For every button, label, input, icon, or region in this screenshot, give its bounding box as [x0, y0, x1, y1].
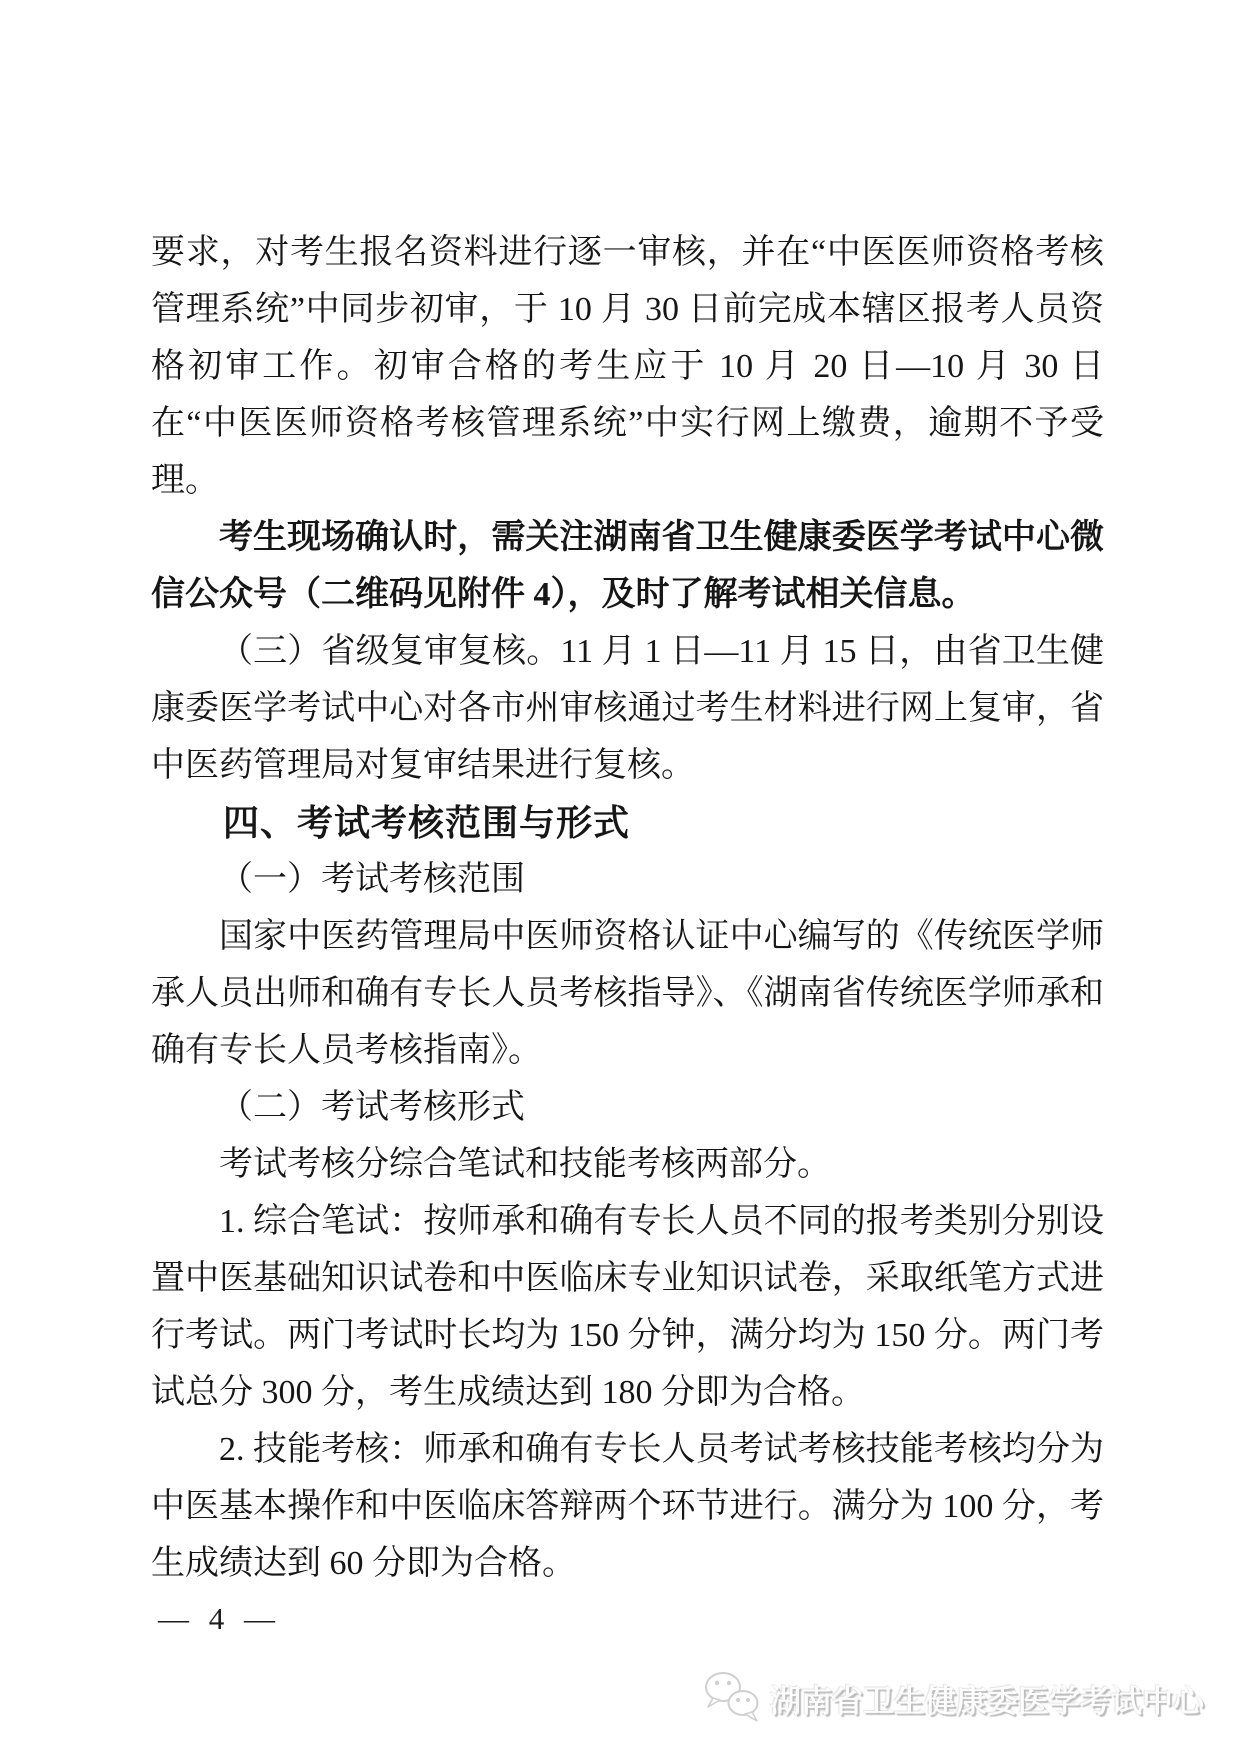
paragraph-written-exam-detail: 1. 综合笔试：按师承和确有专长人员不同的报考类别分别设置中医基础知识试卷和中医临床专业知识试卷，采取纸笔方式进行考试。两门考试时长均为 150 分钟，满分均为 150 分。两门考试总分 300 分，考生成绩达到 180 分即为合格。: [151, 1203, 1104, 1411]
paragraph-exam-format-intro: 考试考核分综合笔试和技能考核两部分。: [219, 1146, 831, 1183]
paragraph-continuation: 要求，对考生报名资料进行逐一审核，并在“中医医师资格考核管理系统”中同步初审，于 10 月 30 日前完成本辖区报考人员资格初审工作。初审合格的考生应于 10 月 20 日—10 月 30 日在“中医医师资格考核管理系统”中实行网上缴费，逾期不予受理。: [151, 234, 1104, 499]
paragraph-exam-scope-detail: 国家中医药管理局中医师资格认证中心编写的《传统医学师承人员出师和确有专长人员考核指导》、《湖南省传统医学师承和确有专长人员考核指南》。: [151, 918, 1104, 1069]
paragraph-provincial-review: （三）省级复审复核。11 月 1 日—11 月 15 日，由省卫生健康委医学考试中心对各市州审核通过考生材料进行网上复审，省中医药管理局对复审结果进行复核。: [151, 633, 1104, 784]
section-heading-exam-scope-and-format: 四、考试考核范围与形式: [223, 802, 631, 843]
watermark: [700, 1668, 1204, 1729]
wechat-icon: [700, 1668, 764, 1729]
subsection-heading-exam-scope: （一）考试考核范围: [219, 861, 525, 898]
paragraph-skill-assessment-detail: 2. 技能考核：师承和确有专长人员考试考核技能考核均分为中医基本操作和中医临床答辩两个环节进行。满分为 100 分，考生成绩达到 60 分即为合格。: [151, 1431, 1104, 1582]
paragraph-emphasis-onsite-confirmation: 考生现场确认时，需关注湖南省卫生健康委医学考试中心微信公众号（二维码见附件 4），及时了解考试相关信息。: [151, 519, 1104, 613]
subsection-heading-exam-format: （二）考试考核形式: [219, 1089, 525, 1126]
page-number: — 4 —: [158, 1601, 281, 1636]
watermark-label: 湖南省卫生健康委医学考试中心: [770, 1684, 1204, 1719]
document-body: [151, 224, 1104, 1592]
